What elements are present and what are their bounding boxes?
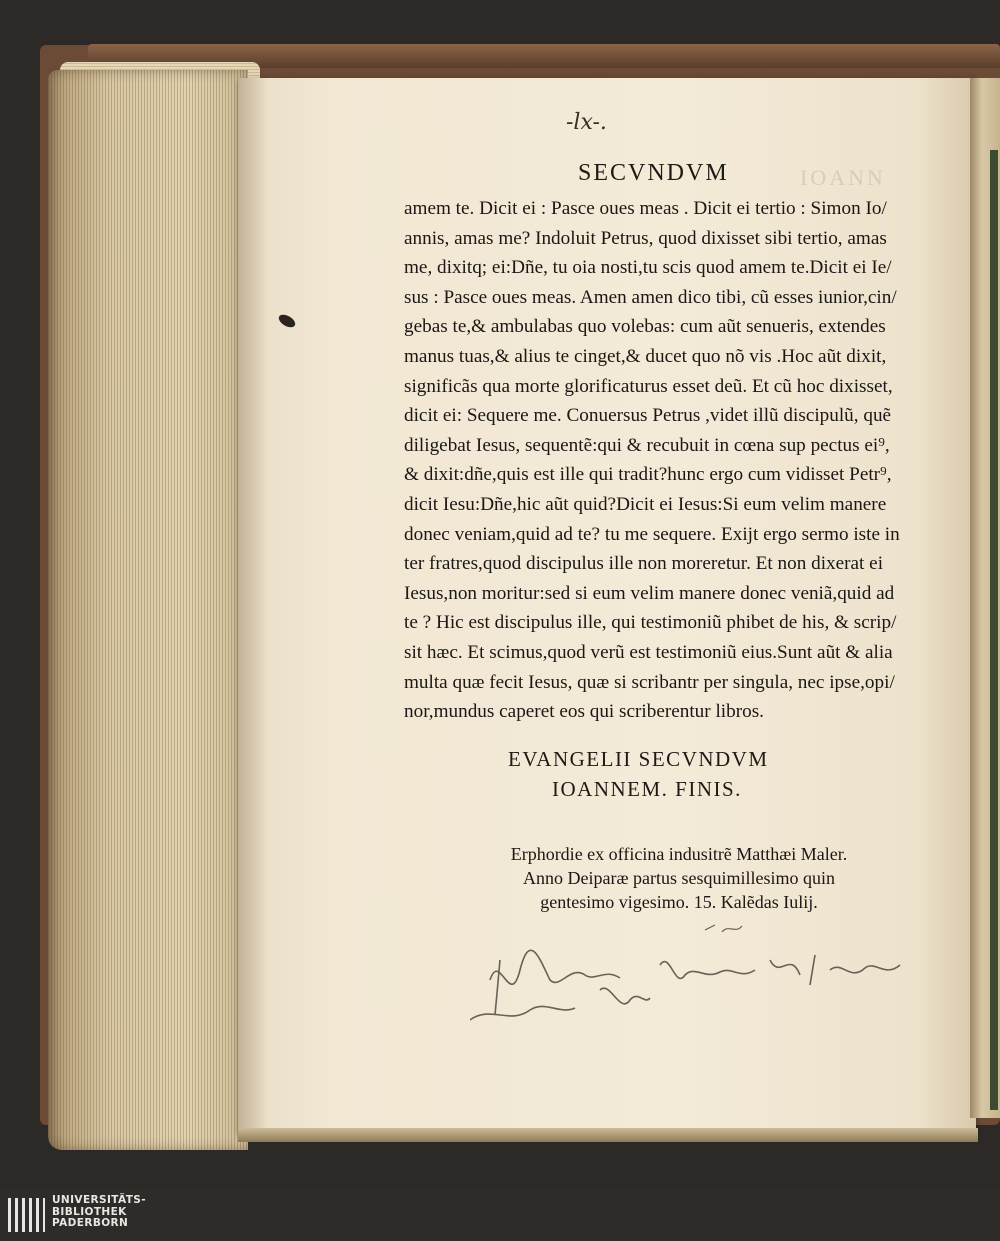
text-line: dicit ei: Sequere me. Conuersus Petrus ,videt illũ discipulũ, quẽ [404,405,892,427]
text-line: gebas te,& ambulabas quo volebas: cum aũt senueris, extendes [404,316,886,338]
text-line: donec veniam,quid ad te? tu me sequere. Exijt ergo sermo iste in [404,523,900,545]
text-line: significãs qua morte glorificaturus esset deũ. Et cũ hoc dixisset, [404,375,893,397]
logo-line-2: BIBLIOTHEK [52,1205,127,1218]
body-text [404,194,938,727]
text-line: multa quæ fecit Iesus, quæ si scribantr per singula, nec ipse,opi/ [404,671,895,693]
text-line: dicit Iesu:Dñe,hic aũt quid?Dicit ei Iesus:Si eum velim manere [404,493,887,515]
colophon [474,842,884,914]
text-line: Iesus,non moritur:sed si eum velim manere donec veniã,quid ad [404,582,895,604]
finis-heading [508,744,868,804]
text-line: sus : Pasce oues meas. Amen amen dico tibi, cũ esses iunior,cin/ [404,286,897,308]
text-line: sit hæc. Et scimus,quod verũ est testimoniũ eius.Sunt aũt & alia [404,641,893,663]
text-line: nor,mundus caperet eos qui scriberentur libros. [404,701,764,723]
folio-number: -lx-. [566,110,607,135]
library-logo-icon [6,1194,46,1236]
text-line: te ? Hic est discipulus ille, qui testimoniũ phibet de his, & scrip/ [404,612,897,634]
text-line: diligebat Iesus, sequentẽ:qui & recubuit in cœna sup pectus ei⁹, [404,434,890,456]
logo-line-1: UNIVERSITÄTS- [52,1194,147,1206]
text-line: ter fratres,quod discipulus ille non moreretur. Et non dixerat ei [404,553,884,575]
colophon-line: Anno Deiparæ partus sesquimillesimo quin [523,868,835,888]
finis-line-2: IOANNEM. FINIS. [552,777,742,801]
finis-line-1: EVANGELII SECVNDVM [508,747,769,771]
text-line: annis, amas me? Indoluit Petrus, quod dixisset sibi tertio, amas [404,227,887,249]
logo-line-3: PADERBORN [52,1217,129,1229]
colophon-line: Erphordie ex officina indusitrẽ Matthæi Maler. [510,844,848,864]
text-line: & dixit:dñe,quis est ille qui tradit?hunc ergo cum vidisset Petr⁹, [404,464,892,486]
text-line: amem te. Dicit ei : Pasce oues meas . Dicit ei tertio : Simon Io/ [404,198,887,219]
show-through-heading: IOANN [800,165,886,190]
text-line: manus tuas,& alius te cinget,& ducet quo nõ vis .Hoc aũt dixit, [404,345,887,367]
running-head: SECVNDVM [578,160,729,186]
library-logo-text [52,1195,182,1230]
colophon-line: gentesimo vigesimo. 15. Kalẽdas Iulij. [540,892,818,912]
handwritten-inscription [470,920,930,1030]
text-line: me, dixitq; ei:Dñe, tu oia nosti,tu scis quod amem te.Dicit ei Ie/ [404,257,892,279]
